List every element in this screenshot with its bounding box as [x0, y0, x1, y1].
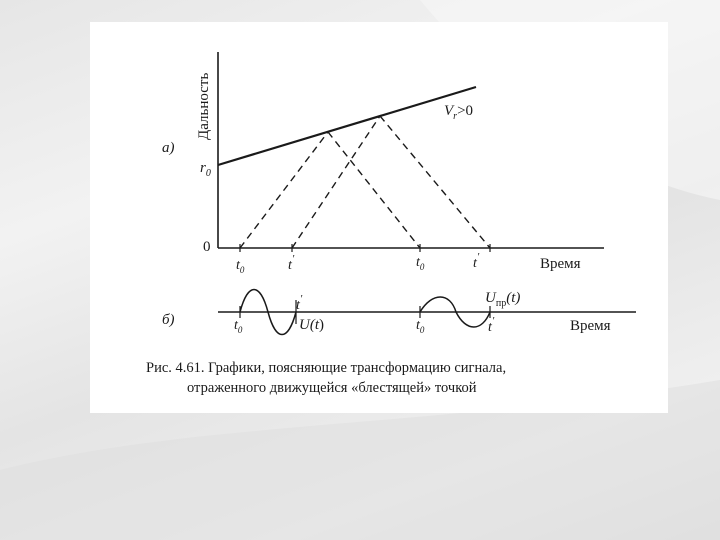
figure-diagram — [90, 22, 668, 352]
panel-a-label: а) — [162, 140, 175, 156]
panel-b-label: б) — [162, 312, 175, 328]
panel-a-range-line — [218, 87, 476, 165]
panel-b-tick-label-t0-1: $t_0$ — [234, 318, 243, 335]
figure-caption — [146, 358, 646, 398]
panel-a-origin-label: 0 — [203, 239, 211, 255]
path-2-return — [380, 116, 490, 248]
figure-caption-line-1: Рис. 4.61. Графики, поясняющие трансформацию сигнала, — [146, 360, 507, 376]
path-1-forward — [240, 132, 328, 248]
panel-b-tick-label-t1-1: t' — [296, 293, 303, 313]
figure-caption-line-2: отраженного движущейся «блестящей» точкой — [187, 380, 477, 396]
panel-a-velocity-label: $V_r>0$ — [444, 103, 474, 122]
panel-b-x-axis-label: Время — [570, 318, 611, 334]
panel-a-propagation-paths — [240, 116, 490, 248]
panel-b-transmitted-signal-label: U(t) — [299, 317, 324, 333]
figure-card — [90, 22, 668, 413]
panel-a-x-axis-label: Время — [540, 256, 581, 272]
panel-a-tick-label-t0-1: $t_0$ — [236, 258, 245, 275]
panel-b-received-signal-label: $U_{пр}(t)$ — [485, 290, 521, 309]
panel-a-y-axis-label: Дальность — [196, 72, 212, 140]
panel-a-r0-label: $r_0$ — [200, 160, 211, 179]
panel-a-tick-label-t1-1: t' — [288, 253, 295, 273]
panel-a-tick-label-t0-2: $t_0$ — [416, 255, 425, 272]
panel-b-tick-label-t1-2: t' — [488, 315, 495, 335]
panel-b-tick-label-t0-2: $t_0$ — [416, 318, 425, 335]
path-1-return — [328, 132, 420, 248]
panel-a-tick-label-t1-2: t' — [473, 251, 480, 271]
